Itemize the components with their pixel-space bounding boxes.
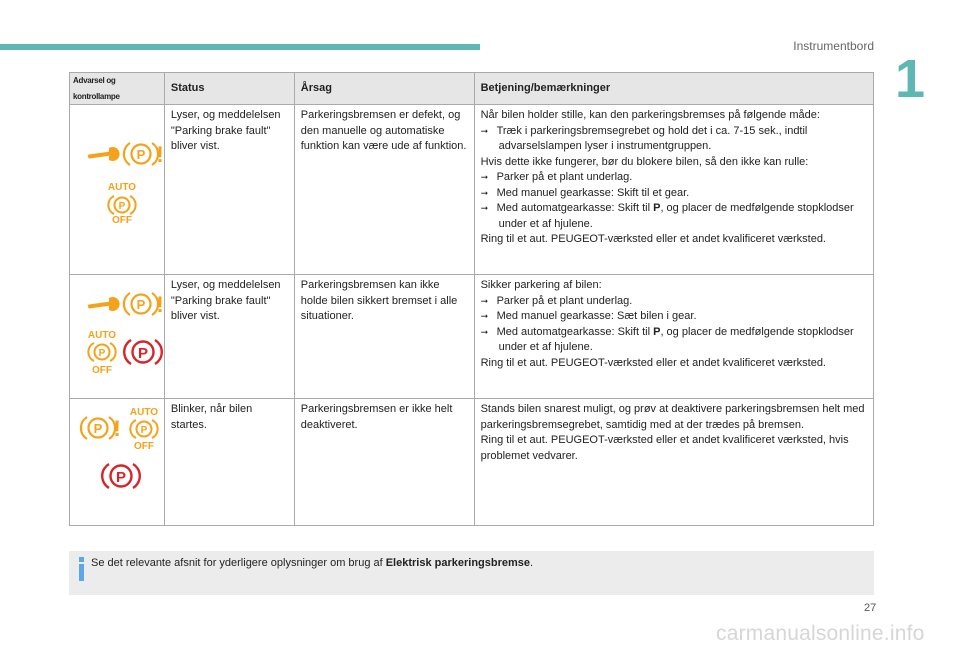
row2-bullet	[481, 309, 867, 325]
row2-status: Lyser, og meddelelsen "Parking brake fault" bliver vist.	[164, 275, 294, 399]
p-glyph: P	[140, 425, 148, 436]
page-number: 27	[864, 602, 877, 614]
table-header-row	[70, 73, 874, 105]
wrench-icon	[88, 147, 120, 161]
auto-parking-off-icon	[108, 182, 136, 214]
row1-line: Hvis dette ikke fungerer, bør du blokere bilen, så den ikke kan rulle:	[480, 155, 809, 168]
arrow-icon: ➞	[480, 295, 489, 306]
row1-line: Ring til et aut. PEUGEOT-værksted eller et andet kvalificeret værksted.	[480, 233, 826, 245]
arrow-icon: ➞	[480, 187, 489, 198]
auto-parking-off-icon	[88, 330, 116, 376]
row1-bullet-text: , og placer de medfølgende stopklodser under et af hjulene.	[498, 202, 854, 230]
table-row	[70, 399, 874, 526]
note-link-bold: Elektrisk parkeringsbremse	[385, 557, 531, 569]
row3-icon-group	[76, 402, 171, 502]
row3-icons	[70, 399, 165, 526]
row2-bullet-text: Med automatgearkasse: Skift til	[496, 325, 654, 338]
gear-p-bold: P	[653, 202, 661, 214]
off-label-1	[76, 215, 171, 231]
info-note-text	[91, 557, 533, 569]
arrow-icon: ➞	[480, 326, 489, 337]
p-glyph: P	[136, 297, 146, 312]
parking-brake-red-icon	[124, 340, 162, 364]
excl-glyph: !	[156, 142, 164, 167]
row3-line: Stands bilen snarest muligt, og prøv at deaktivere parkeringsbremsen helt med parkeringsbremsegrebet, samtidig med at der trædes på bremsen.	[480, 403, 865, 431]
header-accent-bar	[0, 44, 480, 50]
col-header-cause: Årsag	[294, 73, 474, 105]
col-header-actions: Betjening/bemærkninger	[474, 73, 873, 105]
wrench-icon	[88, 297, 120, 311]
table-row	[70, 105, 874, 275]
auto-label: AUTO	[129, 407, 159, 418]
row3-line: Ring til et aut. PEUGEOT-værksted eller et andet kvalificeret værksted, hvis problemet vedvarer.	[480, 434, 849, 462]
row2-bullet-text: Med manuel gearkasse: Sæt bilen i gear.	[496, 310, 697, 322]
auto-label: AUTO	[107, 182, 137, 193]
row2-icons	[70, 275, 165, 399]
row1-bullet	[481, 170, 867, 186]
parking-fault-icon	[124, 142, 164, 167]
col-header-warning: Advarsel og kontrollampe	[70, 73, 165, 105]
auto-parking-off-icon	[130, 407, 158, 452]
note-end: .	[530, 557, 534, 569]
row1-bullet-text: Med manuel gearkasse: Skift til et gear.	[496, 186, 690, 199]
arrow-icon: ➞	[480, 172, 489, 182]
section-title: Instrumentbord	[793, 39, 874, 53]
row1-bullet	[481, 201, 867, 232]
arrow-icon: ➞	[480, 203, 489, 213]
parking-fault-icon	[124, 292, 164, 317]
excl-glyph: !	[113, 416, 121, 441]
p-glyph: P	[137, 345, 149, 362]
row1-icons	[70, 105, 165, 275]
row1-cause: Parkeringsbremsen er defekt, og den manuelle og automatiske funktion kan være ude af funktion.	[294, 105, 474, 275]
chapter-number: 1	[895, 49, 926, 109]
row1-actions	[474, 105, 873, 275]
arrow-icon: ➞	[480, 125, 489, 136]
watermark: carmanualsonline.info	[716, 622, 925, 645]
parking-brake-red-icon	[102, 464, 140, 488]
p-glyph: P	[118, 201, 126, 212]
off-label: OFF	[92, 365, 112, 376]
row2-actions	[474, 275, 873, 399]
row2-bullet	[481, 325, 867, 356]
row2-line: Sikker parkering af bilen:	[480, 279, 602, 291]
row2-bullet	[481, 294, 867, 310]
row1-status: Lyser, og meddelelsen "Parking brake fault" bliver vist.	[164, 105, 294, 275]
row1-bullet-text: Træk i parkeringsbremsegrebet og hold det i ca. 7-15 sek., indtil advarselslampen lyser i instrumentgruppen.	[496, 124, 808, 152]
row2-line: Ring til et aut. PEUGEOT-værksted eller et andet kvalificeret værksted.	[480, 356, 826, 369]
row3-actions	[474, 399, 873, 526]
row3-cause: Parkeringsbremsen er ikke helt deaktiveret.	[294, 399, 474, 526]
arrow-icon: ➞	[480, 311, 489, 321]
row1-bullet	[481, 186, 867, 202]
row1-icon-group	[76, 108, 171, 218]
row1-bullet	[481, 124, 867, 155]
row3-status: Blinker, når bilen startes.	[164, 399, 294, 526]
gear-p-bold: P	[653, 325, 661, 338]
table-row	[70, 275, 874, 399]
info-icon	[77, 557, 87, 581]
row2-bullet-text: , og placer de medfølgende stopklodser under et af hjulene.	[498, 325, 854, 353]
off-label: OFF	[112, 215, 132, 226]
row1-bullet-text: Med automatgearkasse: Skift til	[496, 202, 654, 214]
p-glyph: P	[98, 348, 106, 359]
col-header-status: Status	[164, 73, 294, 105]
p-glyph: P	[136, 147, 146, 162]
row1-line: Når bilen holder stille, kan den parkeringsbremses på følgende måde:	[480, 109, 820, 121]
info-note	[69, 551, 874, 595]
row2-icon-group	[76, 278, 171, 378]
note-text: Se det relevante afsnit for yderligere oplysninger om brug af	[91, 557, 386, 569]
auto-label: AUTO	[87, 330, 117, 341]
warning-lamp-table	[69, 72, 874, 526]
p-glyph: P	[93, 421, 103, 436]
row2-bullet-text: Parker på et plant underlag.	[496, 294, 633, 307]
excl-glyph: !	[156, 292, 164, 317]
parking-fault-icon	[81, 416, 121, 441]
row1-bullet-text: Parker på et plant underlag.	[496, 171, 633, 183]
row2-cause: Parkeringsbremsen kan ikke holde bilen sikkert bremset i alle situationer.	[294, 275, 474, 399]
off-label: OFF	[134, 441, 154, 452]
p-glyph: P	[115, 469, 127, 486]
